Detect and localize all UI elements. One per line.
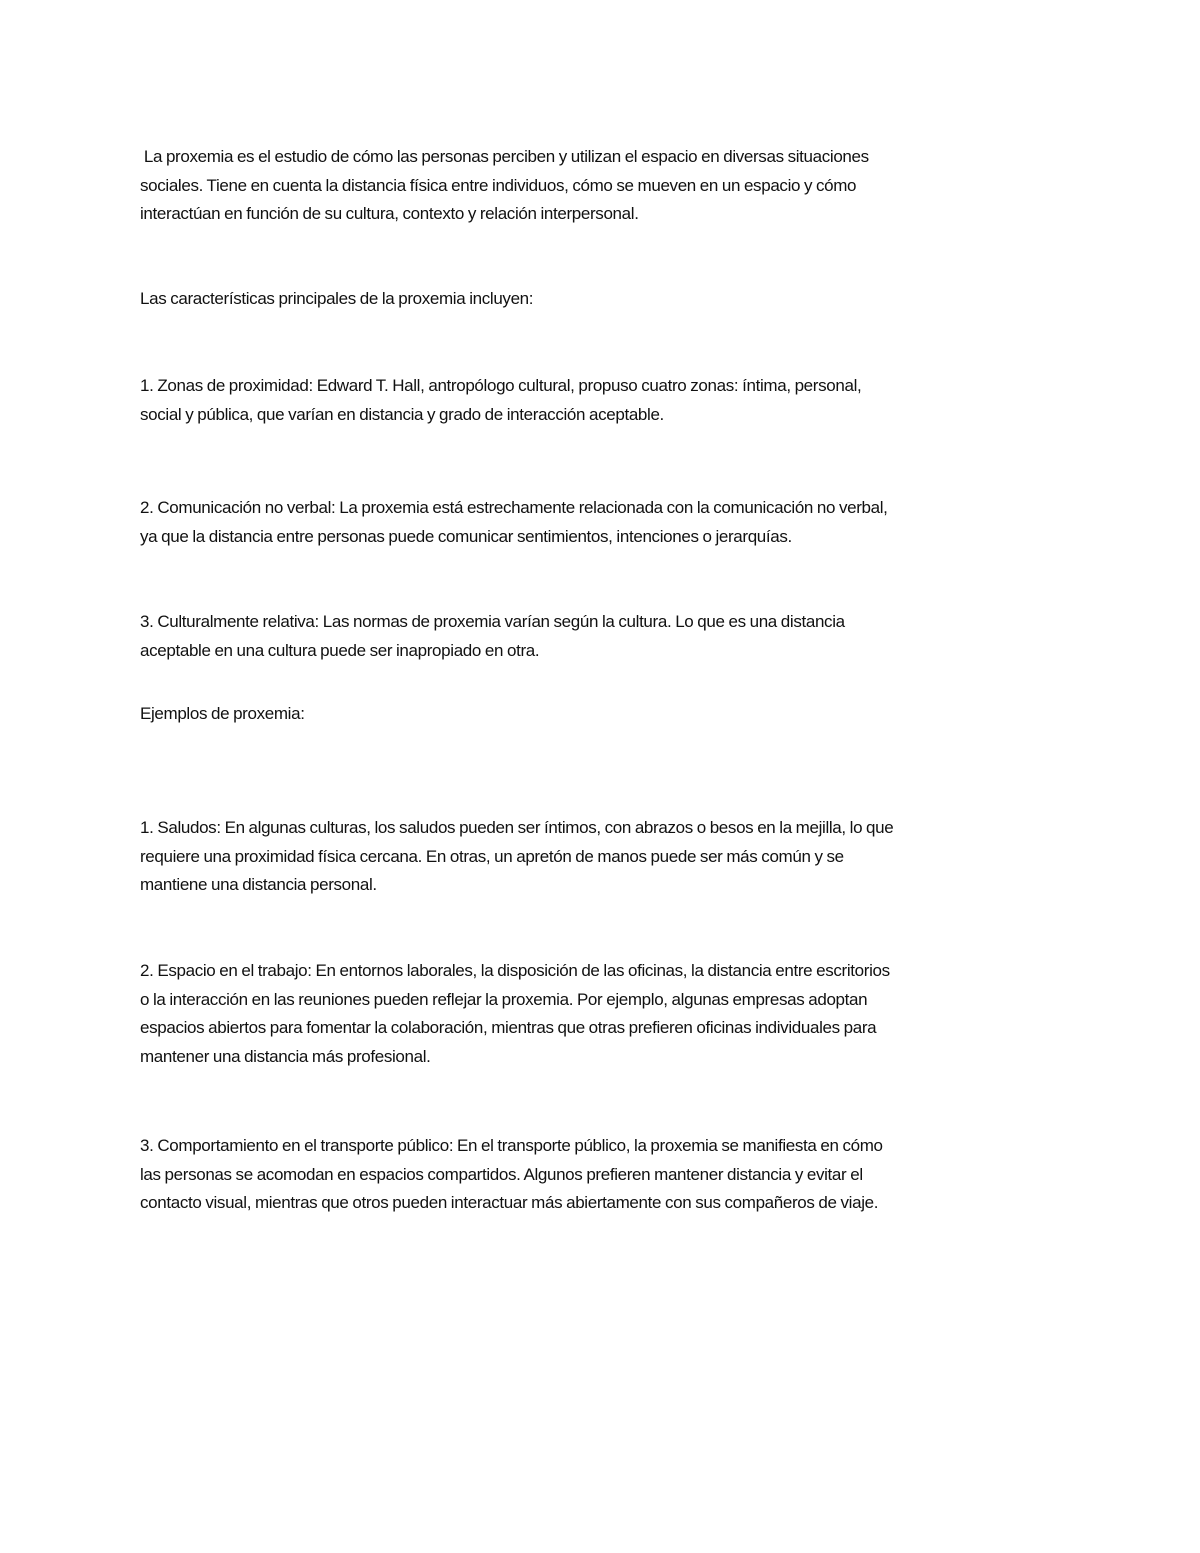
text-line: requiere una proximidad física cercana. En otras, un apretón de manos puede ser más común y se — [140, 846, 844, 866]
example-item-3 — [140, 1132, 1080, 1218]
text-line: 3. Culturalmente relativa: Las normas de proxemia varían según la cultura. Lo que es una distancia — [140, 612, 845, 631]
text-line: mantiene una distancia personal. — [140, 875, 377, 895]
characteristic-item-1 — [140, 372, 1080, 429]
characteristics-heading — [140, 285, 1080, 314]
text-line: social y pública, que varían en distancia y grado de interacción aceptable. — [140, 404, 664, 424]
heading-text: Las características principales de la proxemia incluyen: — [140, 289, 534, 308]
characteristic-item-2 — [140, 494, 1080, 551]
text-line: 1. Saludos: En algunas culturas, los saludos pueden ser íntimos, con abrazos o besos en la mejilla, lo que — [140, 818, 894, 837]
heading-text: Ejemplos de proxemia: — [140, 704, 305, 723]
example-item-2 — [140, 957, 1080, 1072]
text-line: 3. Comportamiento en el transporte público: En el transporte público, la proxemia se manifiesta en cómo — [140, 1136, 883, 1155]
text-line: las personas se acomodan en espacios compartidos. Algunos prefieren mantener distancia y evitar el — [140, 1164, 863, 1184]
text-line: sociales. Tiene en cuenta la distancia física entre individuos, cómo se mueven en un espacio y cómo — [140, 175, 857, 195]
text-line: La proxemia es el estudio de cómo las personas perciben y utilizan el espacio en diversas situaciones — [140, 147, 869, 166]
text-line: 2. Comunicación no verbal: La proxemia está estrechamente relacionada con la comunicación no verbal, — [140, 498, 888, 517]
text-line: contacto visual, mientras que otros pueden interactuar más abiertamente con sus compañeros de viaje. — [140, 1193, 879, 1213]
text-line: espacios abiertos para fomentar la colaboración, mientras que otras prefieren oficinas individuales para — [140, 1018, 877, 1038]
characteristic-item-3 — [140, 608, 1080, 665]
examples-heading — [140, 700, 1080, 729]
example-item-1 — [140, 814, 1080, 900]
text-line: o la interacción en las reuniones pueden reflejar la proxemia. Por ejemplo, algunas empresas adoptan — [140, 989, 868, 1009]
text-line: aceptable en una cultura puede ser inapropiado en otra. — [140, 640, 540, 660]
text-line: 2. Espacio en el trabajo: En entornos laborales, la disposición de las oficinas, la distancia entre escritorios — [140, 961, 890, 980]
text-line: mantener una distancia más profesional. — [140, 1047, 431, 1067]
text-line: ya que la distancia entre personas puede comunicar sentimientos, intenciones o jerarquías. — [140, 526, 792, 546]
text-line: 1. Zonas de proximidad: Edward T. Hall, antropólogo cultural, propuso cuatro zonas: íntima, personal, — [140, 376, 862, 395]
text-line: interactúan en función de su cultura, contexto y relación interpersonal. — [140, 204, 639, 224]
intro-paragraph — [140, 143, 1080, 229]
